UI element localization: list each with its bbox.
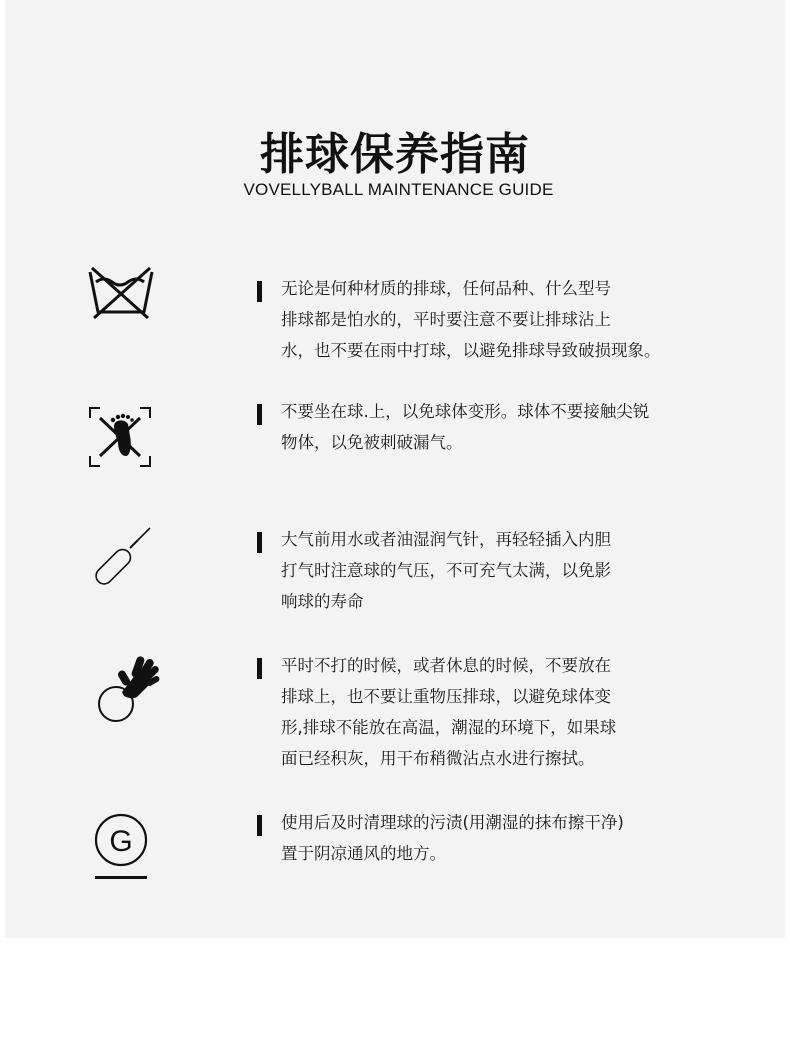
care-text-5: 使用后及时清理球的污渍(用潮湿的抹布擦干净) 置于阴凉通风的地方。	[281, 813, 624, 863]
inflation-needle-icon	[88, 524, 154, 588]
bullet-bar	[257, 815, 262, 836]
no-sitting-icon	[88, 406, 152, 468]
bullet-bar	[257, 532, 262, 553]
bullet-bar	[257, 658, 262, 679]
bullet-bar	[257, 404, 262, 425]
page-title: 排球保养指南	[260, 129, 530, 180]
g-letter: G	[109, 825, 133, 858]
care-text-4: 平时不打的时候，或者休息的时候，不要放在 排球上，也不要让重物压排球，以避免球体变 形,排球不能放在高温，潮湿的环境下，如果球 面已经积灰，用干布稍微沾点水进行擦拭。	[281, 656, 617, 768]
g-circle-icon	[92, 812, 150, 882]
bullet-bar	[257, 281, 262, 302]
hand-pressing-ball-icon	[94, 652, 160, 726]
care-text-3: 大气前用水或者油湿润气针，再轻轻插入内胆 打气时注意球的气压，不可充气太满，以免影 响球的寿命	[281, 530, 611, 611]
no-wash-icon	[86, 264, 156, 320]
page-subtitle: VOVELLYBALL MAINTENANCE GUIDE	[243, 180, 554, 199]
care-text-2: 不要坐在球.上，以免球体变形。球体不要接触尖锐 物体，以免被刺破漏气。	[281, 402, 650, 452]
care-text-1: 无论是何种材质的排球，任何品种、什么型号 排球都是怕水的，平时要注意不要让排球沾上 水，也不要在雨中打球，以避免排球导致破损现象。	[281, 279, 661, 360]
